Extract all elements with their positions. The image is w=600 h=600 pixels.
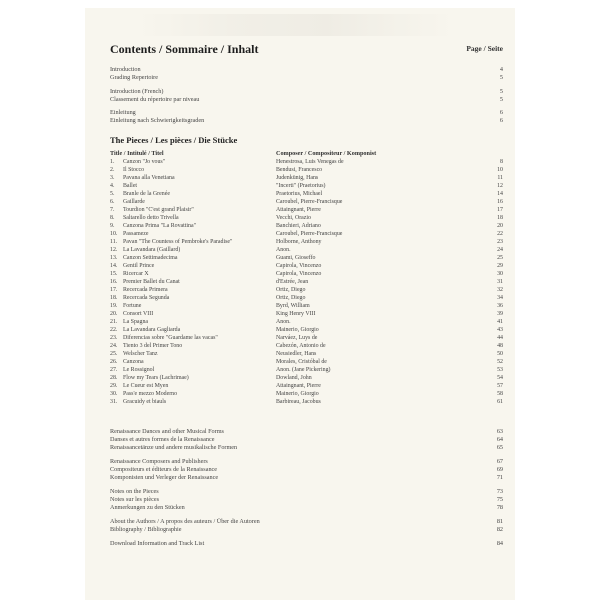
piece-row	[85, 262, 515, 270]
piece-title: Welscher Tanz	[123, 351, 158, 357]
toc-entry-page: 5	[499, 96, 503, 103]
piece-row	[85, 342, 515, 350]
piece-number: 30.	[110, 391, 118, 397]
piece-title: Ricercar X	[123, 271, 149, 277]
piece-title: Pass'e mezzo Moderno	[123, 391, 178, 397]
piece-row	[85, 222, 515, 230]
composer-column-header: Composer / Compositeur / Komponist	[276, 150, 377, 157]
piece-title: Saltarello detto Trivella	[123, 215, 179, 221]
toc-entry-page: 67	[496, 458, 503, 465]
piece-page: 61	[497, 399, 503, 405]
toc-entry-page: 84	[496, 540, 503, 547]
page-title: Contents / Sommaire / Inhalt	[110, 42, 259, 56]
piece-page: 29	[497, 263, 503, 269]
piece-page: 34	[497, 295, 503, 301]
piece-composer: Bendusi, Francesco	[276, 167, 323, 173]
piece-number: 17.	[110, 287, 118, 293]
piece-row	[85, 254, 515, 262]
piece-number: 11.	[110, 239, 118, 245]
piece-composer: Attaingnant, Pierre	[276, 207, 321, 213]
piece-composer: Vecchi, Orazio	[276, 215, 311, 221]
piece-number: 8.	[110, 215, 115, 221]
piece-title: La Lavandara (Gaillard)	[123, 247, 181, 253]
piece-number: 5.	[110, 191, 115, 197]
title-column-header: Title / Intitulé / Titel	[110, 150, 164, 157]
piece-row	[85, 230, 515, 238]
piece-page: 24	[497, 247, 503, 253]
piece-number: 18.	[110, 295, 118, 301]
piece-title: Le Cueur est Myen	[123, 383, 169, 389]
piece-page: 22	[497, 231, 503, 237]
piece-composer: Attaingnant, Pierre	[276, 383, 321, 389]
piece-page: 16	[497, 199, 503, 205]
piece-number: 15.	[110, 271, 118, 277]
piece-number: 29.	[110, 383, 118, 389]
piece-number: 10.	[110, 231, 118, 237]
piece-page: 39	[497, 311, 503, 317]
piece-composer: Anon.	[276, 247, 291, 253]
piece-title: Canzona Prima "La Rovattina"	[123, 223, 197, 229]
toc-entry-label: Introduction	[110, 66, 141, 73]
piece-title: Premier Ballet du Canat	[123, 279, 180, 285]
toc-entry-label: Renaissancetänze und andere musikalische Formen	[110, 444, 238, 451]
piece-title: Passameze	[123, 231, 149, 237]
toc-entry-page: 5	[499, 74, 503, 81]
piece-title: Canzon Settimadecima	[123, 255, 178, 261]
piece-number: 16.	[110, 279, 118, 285]
piece-page: 11	[497, 175, 503, 181]
piece-title: Gentil Prince	[123, 263, 155, 269]
piece-composer: Anon. (Jane Pickering)	[276, 367, 331, 373]
toc-entry-label: Bibliography / Bibliographie	[110, 526, 182, 533]
toc-entry-page: 82	[496, 526, 503, 533]
piece-page: 58	[497, 391, 503, 397]
piece-composer: Judenkünig, Hans	[276, 175, 319, 181]
piece-row	[85, 286, 515, 294]
piece-number: 24.	[110, 343, 118, 349]
toc-entry-page: 64	[496, 436, 503, 443]
piece-composer: Guami, Gioseffo	[276, 255, 316, 261]
piece-title: Recercada Primera	[123, 287, 168, 293]
page-column-header: Page / Seite	[466, 44, 503, 53]
piece-row	[85, 350, 515, 358]
piece-row	[85, 310, 515, 318]
toc-entry-label: Classement du répertoire par niveau	[110, 96, 200, 103]
piece-title: Il Stocco	[123, 167, 145, 173]
piece-page: 23	[497, 239, 503, 245]
piece-row	[85, 246, 515, 254]
piece-composer: Cabezón, Antonio de	[276, 343, 326, 349]
piece-page: 54	[497, 375, 503, 381]
piece-row	[85, 334, 515, 342]
piece-composer: Holborne, Anthony	[276, 239, 322, 245]
toc-entry-page: 81	[496, 518, 503, 525]
piece-number: 25.	[110, 351, 118, 357]
piece-number: 6.	[110, 199, 115, 205]
piece-row	[85, 390, 515, 398]
piece-title: Branle de la Grenée	[123, 191, 170, 197]
piece-row	[85, 278, 515, 286]
toc-entry-label: Renaissance Composers and Publishers	[110, 458, 208, 465]
toc-entry-label: Danses et autres formes de la Renaissance	[110, 436, 215, 443]
piece-page: 12	[497, 183, 503, 189]
piece-composer: Ortiz, Diego	[276, 287, 306, 293]
piece-title: La Lavandara Gagliarda	[123, 327, 181, 333]
piece-page: 52	[497, 359, 503, 365]
piece-row	[85, 382, 515, 390]
piece-title: Le Rossignol	[123, 367, 155, 373]
piece-row	[85, 326, 515, 334]
piece-composer: Caroubel, Pierre-Francisque	[276, 231, 343, 237]
piece-title: Consort VIII	[123, 311, 154, 317]
toc-entry-label: About the Authors / A propos des auteurs / Über die Autoren	[110, 518, 260, 525]
piece-composer: Mainerio, Giorgio	[276, 327, 319, 333]
piece-composer: Ortiz, Diego	[276, 295, 306, 301]
piece-composer: Mainerio, Giorgio	[276, 391, 319, 397]
piece-composer: Praetorius, Michael	[276, 191, 323, 197]
piece-title: Flow my Tears (Lachrimae)	[123, 375, 189, 381]
toc-entry-label: Anmerkungen zu den Stücken	[110, 504, 185, 511]
toc-entry-label: Compositeurs et éditeurs de la Renaissance	[110, 466, 218, 473]
toc-entry-label: Notes on the Pieces	[110, 488, 159, 495]
piece-row	[85, 158, 515, 166]
piece-page: 43	[497, 327, 503, 333]
piece-composer: Anon.	[276, 319, 291, 325]
piece-composer: "Incerti" (Praetorius)	[276, 183, 326, 189]
piece-number: 3.	[110, 175, 115, 181]
piece-composer: Morales, Cristóbal de	[276, 359, 327, 365]
piece-row	[85, 366, 515, 374]
piece-title: Canzon "Jo vous"	[123, 159, 166, 165]
piece-number: 14.	[110, 263, 118, 269]
piece-page: 48	[497, 343, 503, 349]
piece-row	[85, 198, 515, 206]
piece-number: 20.	[110, 311, 118, 317]
piece-composer: d'Estrée, Jean	[276, 279, 309, 285]
piece-composer: Dowland, John	[276, 375, 312, 381]
piece-row	[85, 174, 515, 182]
piece-composer: Capirola, Vincenzo	[276, 263, 322, 269]
toc-entry-page: 71	[496, 474, 503, 481]
piece-number: 9.	[110, 223, 115, 229]
piece-number: 23.	[110, 335, 118, 341]
piece-page: 31	[497, 279, 503, 285]
piece-page: 18	[497, 215, 503, 221]
toc-entry-page: 78	[496, 504, 503, 511]
toc-entry-page: 5	[499, 88, 503, 95]
piece-number: 4.	[110, 183, 115, 189]
piece-number: 26.	[110, 359, 118, 365]
piece-row	[85, 166, 515, 174]
piece-row	[85, 318, 515, 326]
contents-page	[85, 8, 515, 600]
piece-title: Gracuidy et biauls	[123, 399, 167, 405]
piece-title: Canzona	[123, 359, 144, 365]
piece-page: 44	[497, 335, 503, 341]
piece-row	[85, 190, 515, 198]
piece-composer: Capirola, Vincenzo	[276, 271, 322, 277]
piece-number: 2.	[110, 167, 115, 173]
piece-title: Tiento 3 del Primer Tono	[123, 343, 183, 349]
piece-title: Fortune	[123, 303, 142, 309]
piece-row	[85, 358, 515, 366]
piece-page: 8	[500, 159, 503, 165]
piece-row	[85, 214, 515, 222]
piece-row	[85, 302, 515, 310]
toc-entry-page: 69	[496, 466, 503, 473]
piece-number: 7.	[110, 207, 115, 213]
piece-page: 25	[497, 255, 503, 261]
toc-entry-page: 6	[499, 117, 503, 124]
piece-title: Tourdion "C'est grand Plaisir"	[123, 207, 194, 213]
piece-title: Pavana alla Venetiana	[123, 175, 175, 181]
toc-entry-page: 75	[496, 496, 503, 503]
piece-page: 20	[497, 223, 503, 229]
piece-row	[85, 294, 515, 302]
piece-composer: Banchieri, Adriano	[276, 223, 321, 229]
piece-row	[85, 206, 515, 214]
toc-entry-label: Komponisten und Verleger der Renaissance	[110, 474, 219, 481]
piece-page: 53	[497, 367, 503, 373]
piece-title: Pavan "The Countess of Pembroke's Paradise"	[123, 239, 233, 245]
piece-page: 41	[497, 319, 503, 325]
piece-composer: Neusiedler, Hans	[276, 351, 317, 357]
piece-number: 31.	[110, 399, 118, 405]
piece-page: 17	[497, 207, 503, 213]
bleed-through-smudge	[135, 14, 455, 36]
piece-number: 12.	[110, 247, 118, 253]
piece-page: 10	[497, 167, 503, 173]
piece-row	[85, 398, 515, 406]
piece-row	[85, 238, 515, 246]
piece-title: La Spagna	[123, 319, 149, 325]
piece-composer: Henestrosa, Luis Venegas de	[276, 159, 344, 165]
piece-title: Ballet	[123, 183, 138, 189]
toc-entry-label: Grading Repertoire	[110, 74, 158, 81]
piece-page: 14	[497, 191, 503, 197]
toc-entry-label: Renaissance Dances and other Musical Forms	[110, 428, 224, 435]
piece-number: 19.	[110, 303, 118, 309]
toc-entry-label: Introduction (French)	[110, 88, 164, 95]
piece-composer: Caroubel, Pierre-Francisque	[276, 199, 343, 205]
piece-composer: Barbireau, Jacobus	[276, 399, 321, 405]
piece-page: 32	[497, 287, 503, 293]
toc-entry-label: Download Information and Track List	[110, 540, 205, 547]
piece-page: 57	[497, 383, 503, 389]
toc-entry-label: Einleitung nach Schwierigkeitsgraden	[110, 117, 205, 124]
piece-composer: King Henry VIII	[276, 311, 316, 317]
piece-page: 30	[497, 271, 503, 277]
piece-number: 21.	[110, 319, 118, 325]
piece-number: 1.	[110, 159, 115, 165]
piece-title: Recercada Segunda	[123, 295, 170, 301]
piece-title: Diferencias sobre "Guardame las vacas"	[123, 335, 218, 341]
toc-entry-page: 63	[496, 428, 503, 435]
piece-composer: Byrd, William	[276, 303, 310, 309]
piece-row	[85, 182, 515, 190]
pieces-section-title: The Pieces / Les pièces / Die Stücke	[110, 135, 238, 145]
piece-row	[85, 374, 515, 382]
toc-entry-label: Notes sur les pièces	[110, 496, 159, 503]
piece-number: 27.	[110, 367, 118, 373]
toc-entry-page: 6	[499, 109, 503, 116]
piece-composer: Narváez, Luys de	[276, 335, 318, 341]
piece-page: 36	[497, 303, 503, 309]
toc-entry-page: 73	[496, 488, 503, 495]
piece-number: 13.	[110, 255, 118, 261]
toc-entry-label: Einleitung	[110, 109, 136, 116]
toc-entry-page: 65	[496, 444, 503, 451]
piece-number: 28.	[110, 375, 118, 381]
piece-row	[85, 270, 515, 278]
piece-title: Gaillarde	[123, 199, 145, 205]
piece-page: 50	[497, 351, 503, 357]
piece-number: 22.	[110, 327, 118, 333]
toc-entry-page: 4	[499, 66, 503, 73]
